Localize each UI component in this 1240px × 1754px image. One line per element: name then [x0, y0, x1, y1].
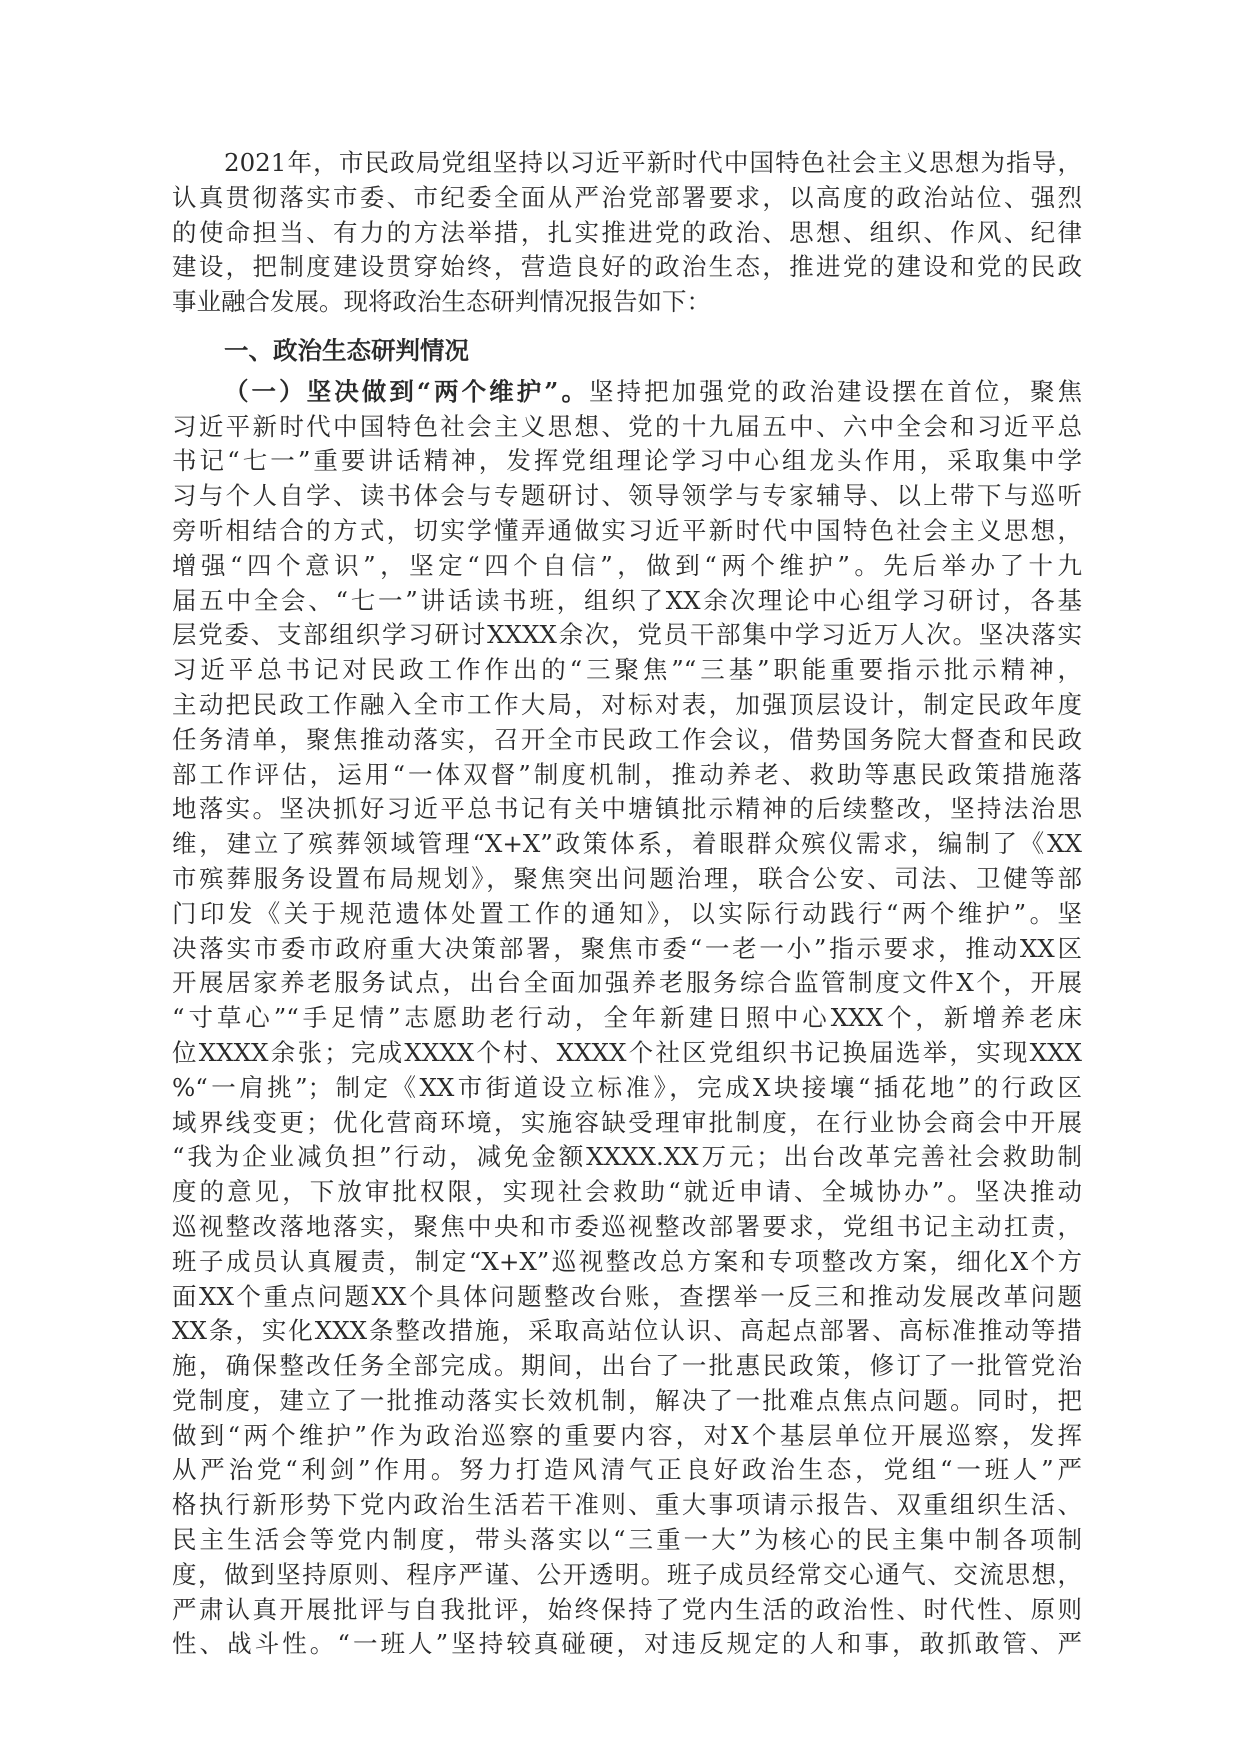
section-heading: 一、政治生态研判情况 [224, 335, 469, 365]
paragraph-line: 事业融合发展。现将政治生态研判情况报告如下： [172, 287, 711, 317]
intro-paragraph [172, 146, 1082, 320]
paragraph-line: 届五中全会、“七一”讲话读书班，组织了XX余次理论中心组学习研讨，各基 [172, 585, 1082, 615]
paragraph-line: 建设，把制度建设贯穿始终，营造良好的政治生态，推进党的建设和党的民政 [172, 252, 1082, 282]
paragraph-line: 习近平新时代中国特色社会主义思想、党的十九届五中、六中全会和习近平总 [172, 411, 1082, 441]
paragraph-line: 习近平总书记对民政工作作出的“三聚焦”“三基”职能重要指示批示精神， [172, 655, 1082, 685]
paragraph-line: 书记“七一”重要讲话精神，发挥党组理论学习中心组龙头作用，采取集中学 [172, 446, 1082, 476]
paragraph-line: 党制度，建立了一批推动落实长效机制，解决了一批难点焦点问题。同时，把 [172, 1385, 1082, 1415]
section1-paragraph [172, 375, 1082, 1662]
subsection-title: （一）坚决做到“两个维护”。 [224, 376, 590, 406]
paragraph-line: 主动把民政工作融入全市工作大局，对标对表，加强顶层设计，制定民政年度 [172, 689, 1082, 719]
paragraph-line: 任务清单，聚焦推动落实，召开全市民政工作会议，借势国务院大督查和民政 [172, 724, 1082, 754]
paragraph-line: “寸草心”“手足情”志愿助老行动，全年新建日照中心XXX个，新增养老床 [172, 1003, 1082, 1033]
paragraph-line: 2021年，市民政局党组坚持以习近平新时代中国特色社会主义思想为指导， [224, 148, 1082, 177]
paragraph-line: %“一肩挑”；制定《XX市街道设立标准》，完成X块接壤“插花地”的行政区 [172, 1072, 1082, 1102]
paragraph-line: 面XX个重点问题XX个具体问题整改台账，查摆举一反三和推动发展改革问题 [172, 1281, 1082, 1311]
paragraph-line: 决落实市委市政府重大决策部署，聚焦市委“一老一小”指示要求，推动XX区 [172, 933, 1082, 963]
paragraph-line: 旁听相结合的方式，切实学懂弄通做实习近平新时代中国特色社会主义思想， [172, 515, 1082, 545]
paragraph-line: 度，做到坚持原则、程序严谨、公开透明。班子成员经常交心通气、交流思想， [172, 1559, 1082, 1589]
paragraph-line: 部工作评估，运用“一体双督”制度机制，推动养老、救助等惠民政策措施落 [172, 759, 1082, 789]
document-page [172, 146, 1082, 1662]
paragraph-line: 市殡葬服务设置布局规划》，聚焦突出问题治理，联合公安、司法、卫健等部 [172, 863, 1082, 893]
paragraph-line: 民主生活会等党内制度，带头落实以“三重一大”为核心的民主集中制各项制 [172, 1525, 1082, 1555]
paragraph-line: “我为企业减负担”行动，减免金额XXXX.XX万元；出台改革完善社会救助制 [172, 1142, 1082, 1172]
paragraph-line: 严肃认真开展批评与自我批评，始终保持了党内生活的政治性、时代性、原则 [172, 1594, 1082, 1624]
paragraph-line: 性、战斗性。“一班人”坚持较真碰硬，对违反规定的人和事，敢抓敢管、严 [172, 1629, 1082, 1659]
paragraph-line: 地落实。坚决抓好习近平总书记有关中塘镇批示精神的后续整改，坚持法治思 [172, 794, 1082, 824]
paragraph-line: 增强“四个意识”，坚定“四个自信”，做到“两个维护”。先后举办了十九 [172, 550, 1082, 580]
paragraph-line: 做到“两个维护”作为政治巡察的重要内容，对X个基层单位开展巡察，发挥 [172, 1420, 1082, 1450]
paragraph-line: 层党委、支部组织学习研讨XXXX余次，党员干部集中学习近万人次。坚决落实 [172, 620, 1082, 650]
paragraph-line: 域界线变更；优化营商环境，实施容缺受理审批制度，在行业协会商会中开展 [172, 1107, 1082, 1137]
paragraph-line: 位XXXX余张；完成XXXX个村、XXXX个社区党组织书记换届选举，实现XXX [172, 1037, 1082, 1067]
paragraph-line: 从严治党“利剑”作用。努力打造风清气正良好政治生态，党组“一班人”严 [172, 1455, 1082, 1485]
paragraph-line: XX条，实化XXX条整改措施，采取高站位认识、高起点部署、高标准推动等措 [172, 1316, 1082, 1346]
paragraph-line: 格执行新形势下党内政治生活若干准则、重大事项请示报告、双重组织生活、 [172, 1490, 1082, 1520]
paragraph-line: 习与个人自学、读书体会与专题研讨、领导领学与专家辅导、以上带下与巡听 [172, 481, 1082, 511]
paragraph-line-text: 坚持把加强党的政治建设摆在首位，聚焦 [589, 376, 1083, 406]
paragraph-line: 度的意见，下放审批权限，实现社会救助“就近申请、全城协办”。坚决推动 [172, 1177, 1082, 1207]
paragraph-line: 认真贯彻落实市委、市纪委全面从严治党部署要求，以高度的政治站位、强烈 [172, 182, 1082, 212]
paragraph-line: 班子成员认真履责，制定“X+X”巡视整改总方案和专项整改方案，细化X个方 [172, 1246, 1082, 1276]
paragraph-line: 巡视整改落地落实，聚焦中央和市委巡视整改部署要求，党组书记主动扛责， [172, 1211, 1082, 1241]
paragraph-line: 门印发《关于规范遗体处置工作的通知》，以实际行动践行“两个维护”。坚 [172, 898, 1082, 928]
paragraph-line [172, 375, 1082, 410]
paragraph-line: 维，建立了殡葬领域管理“X+X”政策体系，着眼群众殡仪需求，编制了《XX [172, 829, 1082, 859]
paragraph-line: 的使命担当、有力的方法举措，扎实推进党的政治、思想、组织、作风、纪律 [172, 217, 1082, 247]
paragraph-line: 施，确保整改任务全部完成。期间，出台了一批惠民政策，修订了一批管党治 [172, 1351, 1082, 1381]
paragraph-line: 开展居家养老服务试点，出台全面加强养老服务综合监管制度文件X个，开展 [172, 968, 1082, 998]
